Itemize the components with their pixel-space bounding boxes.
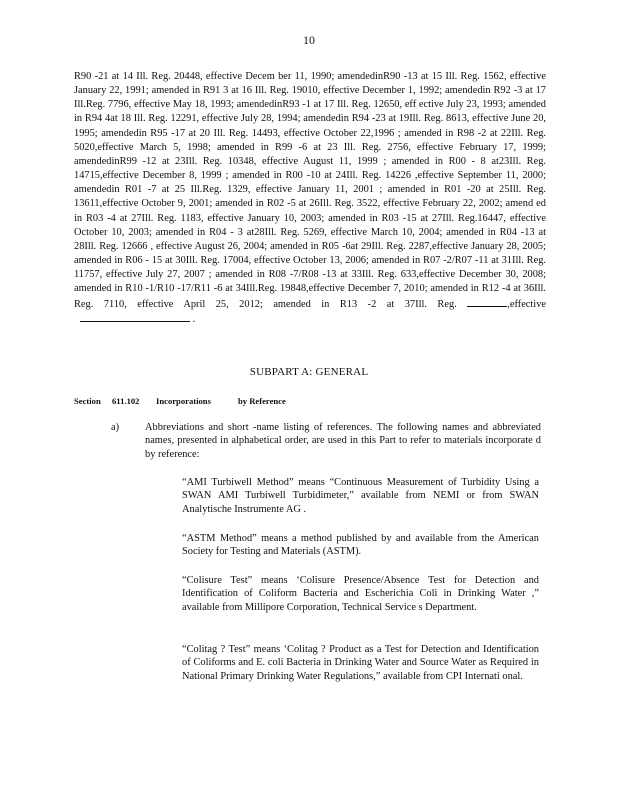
paragraph-a-label: a): [111, 422, 120, 433]
definition-astm-method: “ASTM Method” means a method published by and available from the American Society for Testing and Materials (ASTM).: [182, 533, 539, 558]
subpart-heading: SUBPART A: GENERAL: [249, 366, 369, 378]
amendment-history-text: R90 -21 at 14 Ill. Reg. 20448, effective Decem ber 11, 1990; amendedinR90 -13 at 15 Ill. Reg. 1562, effective January 22, 1991; amended in R91 3 at 16 Ill. Reg. 19010, effective December 1, 1992; amendedin R92 -3 at 17 Ill.Reg. 7796, effective May 18, 1993; amendedinR93 -1 at 17 Ill. Reg. 12650, eff ective July 23, 1993; amended in R94 4at 18 Ill. Reg. 12291, effective July 28, 1994; amendedin R94 -23 at 19Ill. Reg. 8613, effective June 20, 1995; amendedin R95 -17 at 20 Ill. Reg. 14493, effective October 22,1996 ; amended in R98 -2 at 22Ill. Reg. 5020,effective March 5, 1998; amended in R99 -6 at 23 Ill. Reg. 2756, effective February 17, 1999; amendedinR99 -12 at 23Ill. Reg. 10348, effective August 11, 1999 ; amended in R00 - 8 at23Ill. Reg. 14715,effective December 8, 1999 ; amended in R00 -10 at 24Ill. Reg. 14226 ,effective September 11, 2000; amendedin R01 -7 at 25 Ill.Reg. 1329, effective January 11, 2001 ; amended in R01 -20 at 25Ill. Reg. 13611,effective October 9, 2001; amended in R02 -5 at 26Ill. Reg. 3522, effective February 22, 2002; amend ed in R03 -4 at 27Ill. Reg. 1183, effective January 10, 2003; amended in R03 -15 at 27Ill. Reg.16447, effective October 10, 2003; amended in R04 - 3 at28Ill. Reg. 5269, effective March 10, 2004; amended in R04 -13 at 28Ill. Reg. 12666 , effective August 26, 2004; amended in R05 -6at 29Ill. Reg. 2287,effective January 28, 2005; amended in R06 - 15 at 30Ill. Reg. 17004, effective October 13, 2006; amended in R07 -2/R07 -11 at 31Ill. Reg. 11757, effective July 27, 2007 ; amended in R08 -7/R08 -13 at 33Ill. Reg. 633,effective December 30, 2008; amended in R10 -1/R10 -17/R11 -6 at 34Ill.Reg. 19848,effective December 7, 2010; amended in R12 -4 at 36Ill. Reg. 7110, effective April 25, 2012; amended in R13 -2 at 37Ill. Reg.: [74, 71, 546, 310]
section-number: 611.102: [112, 396, 140, 406]
definition-ami-turbiwell: “AMI Turbiwell Method” means “Continuous Measurement of Turbidity Using a SWAN AMI Turbiwell Turbidimeter,” available from NEMI or from SWAN Analytische Instrumente AG .: [182, 477, 539, 515]
section-title-by-reference: by Reference: [238, 396, 286, 406]
effective-label: ,effective: [507, 298, 546, 310]
page-number: 10: [303, 33, 315, 47]
blank-date-line: [80, 312, 190, 322]
blank-reg-line: [467, 297, 507, 307]
amendment-history: [74, 70, 546, 327]
paragraph-a-text: Abbreviations and short -name listing of references. The following names and abbreviated names, presented in alphabetical order, are used in this Part to refer to materials incorporate d by reference:: [145, 422, 541, 460]
section-title-incorporations: Incorporations: [156, 396, 211, 406]
definition-colisure-test: “Colisure Test” means ‘Colisure Presence/Absence Test for Detection and Identification of Coliform Bacteria and Escherichia Coli in Drinking Water ,” available from Millipore Corporation, Technical Service s Department.: [182, 575, 539, 613]
definition-colitag-test: “Colitag ? Test” means ‘Colitag ? Product as a Test for Detection and Identification of Coliforms and E. coli Bacteria in Drinking Water and Source Water as Required in National Primary Drinking Water Regulations,” available from CPI Internati onal.: [182, 644, 539, 682]
section-label: Section: [74, 396, 101, 406]
history-end-mark: .: [192, 313, 196, 325]
